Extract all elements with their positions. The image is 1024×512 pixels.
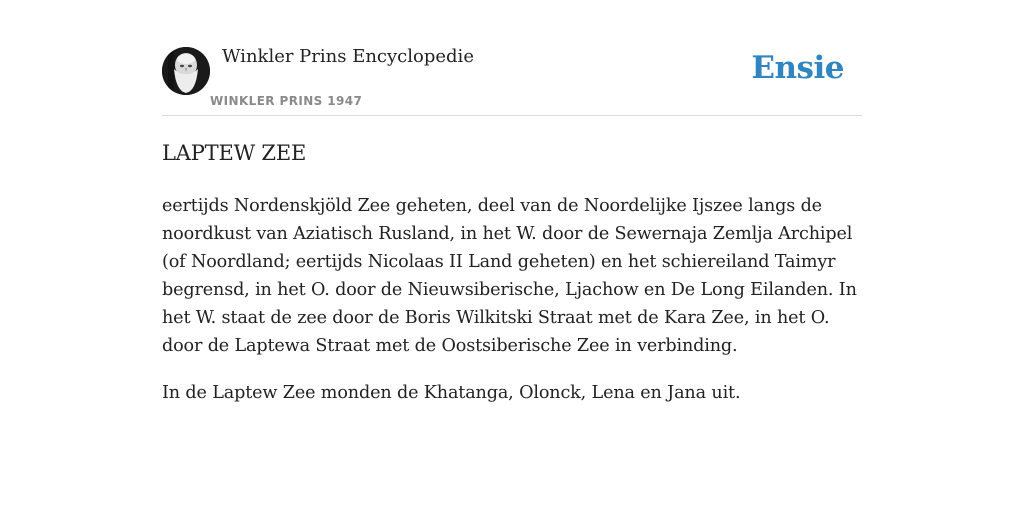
header (162, 0, 862, 116)
article-body (162, 192, 862, 426)
source-edition-label: WINKLER PRINS 1947 (210, 94, 363, 108)
source-avatar[interactable] (162, 47, 210, 95)
article-title: LAPTEW ZEE (162, 141, 307, 165)
article-paragraph-1: eertijds Nordenskjöld Zee geheten, deel van de Noordelijke Ijszee langs de noordkust van Aziatisch Rusland, in het W. door de Sewernaja Zemlja Archipel (of Noordland; eertijds Nicolaas II Land geheten) en het schiereiland Taimyr begrensd, in het O. door de Nieuwsiberische, Ljachow en De Long Eilanden. In het W. staat de zee door de Boris Wilkitski Straat met de Kara Zee, in het O. door de Laptewa Straat met de Oostsiberische Zee in verbinding. (162, 196, 857, 356)
ensie-logo-link[interactable]: Ensie (751, 50, 844, 86)
source-name-link[interactable]: Winkler Prins Encyclopedie (222, 46, 474, 67)
page (162, 0, 862, 512)
article-paragraph-2: In de Laptew Zee monden de Khatanga, Olonck, Lena en Jana uit. (162, 383, 741, 403)
bearded-man-portrait-icon (162, 47, 210, 95)
